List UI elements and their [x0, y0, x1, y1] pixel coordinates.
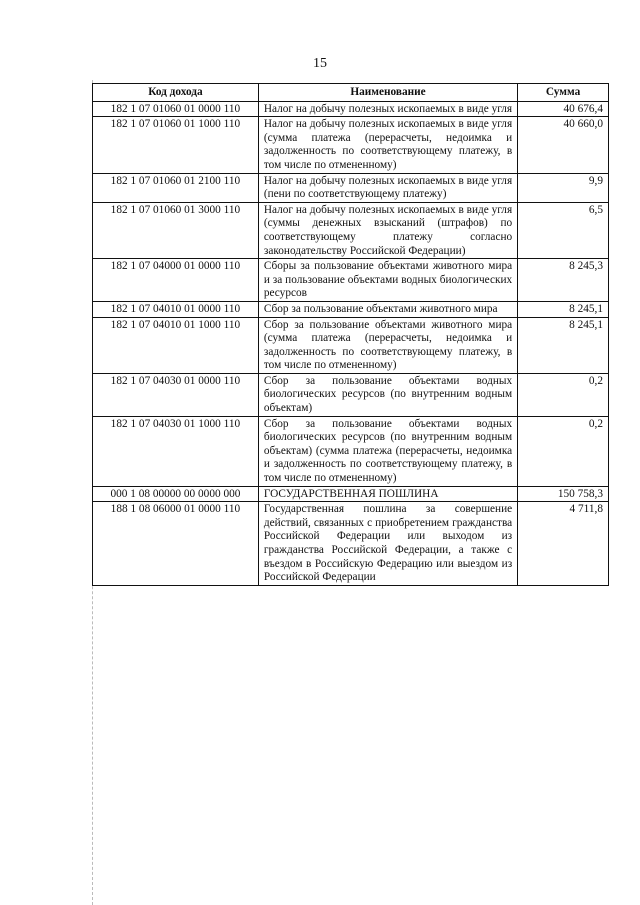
income-code: 182 1 07 01060 01 3000 110 [93, 202, 259, 258]
table-row [93, 259, 609, 302]
income-name: Налог на добычу полезных ископаемых в виде угля [258, 101, 517, 117]
income-code: 182 1 07 04010 01 0000 110 [93, 301, 259, 317]
income-sum: 6,5 [518, 202, 609, 258]
table-header-row [93, 84, 609, 102]
income-code: 182 1 07 04010 01 1000 110 [93, 317, 259, 373]
income-code: 000 1 08 00000 00 0000 000 [93, 486, 259, 502]
income-name: Сборы за пользование объектами животного мира и за пользование объектами водных биологических ресурсов [258, 259, 517, 302]
table-row [93, 117, 609, 173]
income-name: Налог на добычу полезных ископаемых в виде угля (сумма платежа (перерасчеты, недоимка и задолженность по соответствующему платежу, в том числе по отмененному) [258, 117, 517, 173]
table-row [93, 502, 609, 586]
table-row [93, 486, 609, 502]
income-name: Государственная пошлина за совершение действий, связанных с приобретением гражданства Российской Федерации или выходом из гражданства Российской Федерации, а также с въездом в Российскую Федерацию или выездом из Российской Федерации [258, 502, 517, 586]
income-code: 182 1 07 01060 01 1000 110 [93, 117, 259, 173]
table-row [93, 416, 609, 486]
header-code: Код дохода [93, 84, 259, 102]
income-code: 182 1 07 04030 01 0000 110 [93, 373, 259, 416]
income-code: 182 1 07 04030 01 1000 110 [93, 416, 259, 486]
income-sum: 9,9 [518, 173, 609, 202]
table-row [93, 202, 609, 258]
page-number: 15 [313, 56, 327, 71]
income-sum: 0,2 [518, 373, 609, 416]
income-sum: 8 245,1 [518, 317, 609, 373]
table-row [93, 173, 609, 202]
income-code: 182 1 07 01060 01 0000 110 [93, 101, 259, 117]
income-sum: 8 245,1 [518, 301, 609, 317]
income-name: Налог на добычу полезных ископаемых в виде угля (пени по соответствующему платежу) [258, 173, 517, 202]
income-sum: 150 758,3 [518, 486, 609, 502]
income-table [92, 83, 609, 586]
income-code: 188 1 08 06000 01 0000 110 [93, 502, 259, 586]
income-name: Налог на добычу полезных ископаемых в виде угля (суммы денежных взысканий (штрафов) по соответствующему платежу согласно законодательству Российской Федерации) [258, 202, 517, 258]
income-sum: 40 660,0 [518, 117, 609, 173]
header-name: Наименование [258, 84, 517, 102]
table-row [93, 101, 609, 117]
income-sum: 4 711,8 [518, 502, 609, 586]
table-row [93, 373, 609, 416]
income-name: Сбор за пользование объектами животного мира (сумма платежа (перерасчеты, недоимка и задолженность по соответствующему платежу, в том числе по отмененному) [258, 317, 517, 373]
income-name: Сбор за пользование объектами водных биологических ресурсов (по внутренним водным объектам) (сумма платежа (перерасчеты, недоимка и задолженность по соответствующему платежу, в том числе по отмененному) [258, 416, 517, 486]
income-code: 182 1 07 01060 01 2100 110 [93, 173, 259, 202]
header-sum: Сумма [518, 84, 609, 102]
table-row [93, 317, 609, 373]
income-name: Сбор за пользование объектами водных биологических ресурсов (по внутренним водным объектам) [258, 373, 517, 416]
income-name: Сбор за пользование объектами животного мира [258, 301, 517, 317]
income-code: 182 1 07 04000 01 0000 110 [93, 259, 259, 302]
income-name: ГОСУДАРСТВЕННАЯ ПОШЛИНА [258, 486, 517, 502]
income-sum: 0,2 [518, 416, 609, 486]
income-sum: 40 676,4 [518, 101, 609, 117]
income-sum: 8 245,3 [518, 259, 609, 302]
table-row [93, 301, 609, 317]
